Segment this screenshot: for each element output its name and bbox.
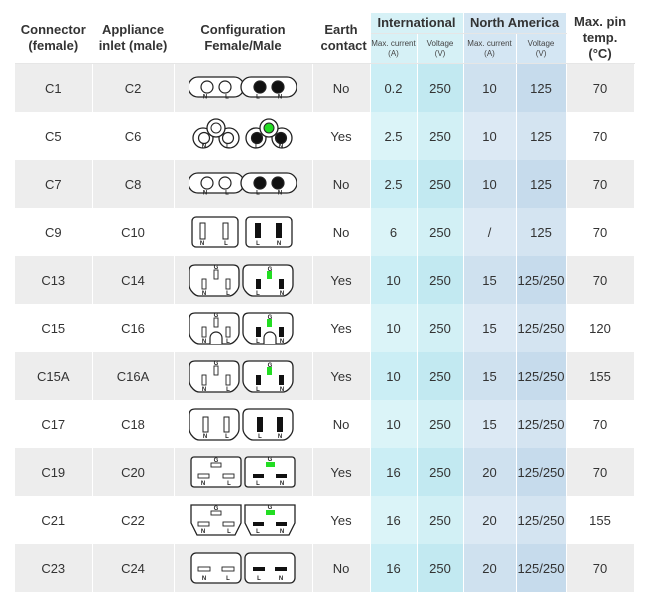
svg-text:N: N bbox=[201, 387, 207, 393]
configuration-diagram bbox=[174, 448, 312, 496]
intl-current-cell: 10 bbox=[370, 304, 417, 352]
max-temp-cell: 70 bbox=[566, 544, 634, 592]
inlet-cell: C16 bbox=[92, 304, 174, 352]
intl-current-cell: 16 bbox=[370, 448, 417, 496]
svg-text:G: G bbox=[267, 315, 273, 321]
svg-text:L: L bbox=[256, 291, 260, 297]
max-temp-cell: 70 bbox=[566, 400, 634, 448]
earth-contact-cell: Yes bbox=[312, 496, 370, 544]
header-connector: Connector (female) bbox=[15, 13, 92, 64]
na-voltage-cell: 125/250 bbox=[516, 448, 566, 496]
intl-voltage-cell: 250 bbox=[417, 112, 463, 160]
intl-voltage-cell: 250 bbox=[417, 304, 463, 352]
svg-text:N: N bbox=[201, 144, 207, 150]
intl-current-cell: 10 bbox=[370, 400, 417, 448]
svg-text:G: G bbox=[213, 506, 219, 512]
intl-current-cell: 10 bbox=[370, 352, 417, 400]
svg-text:N: N bbox=[202, 190, 208, 197]
svg-text:N: N bbox=[201, 576, 207, 582]
svg-text:L: L bbox=[226, 144, 230, 150]
inlet-cell: C24 bbox=[92, 544, 174, 592]
svg-text:N: N bbox=[279, 339, 285, 345]
configuration-diagram bbox=[174, 112, 312, 160]
na-voltage-cell: 125/250 bbox=[516, 304, 566, 352]
svg-text:G: G bbox=[267, 505, 273, 511]
connector-pinout-svg bbox=[189, 118, 297, 154]
svg-text:L: L bbox=[227, 481, 231, 487]
table-row bbox=[15, 112, 634, 160]
connector-pinout-svg bbox=[189, 406, 297, 442]
connector-pinout-svg bbox=[189, 550, 297, 586]
svg-text:N: N bbox=[201, 291, 207, 297]
earth-contact-cell: Yes bbox=[312, 112, 370, 160]
svg-text:N: N bbox=[202, 94, 208, 101]
intl-current-cell: 16 bbox=[370, 496, 417, 544]
svg-text:N: N bbox=[277, 190, 283, 197]
na-current-cell: / bbox=[463, 208, 516, 256]
connector-cell: C13 bbox=[15, 256, 92, 304]
earth-contact-cell: Yes bbox=[312, 304, 370, 352]
max-temp-cell: 70 bbox=[566, 160, 634, 208]
svg-text:N: N bbox=[278, 576, 284, 582]
svg-text:N: N bbox=[201, 339, 207, 345]
intl-current-cell: 6 bbox=[370, 208, 417, 256]
table-row bbox=[15, 352, 634, 400]
connector-cell: C9 bbox=[15, 208, 92, 256]
earth-contact-cell: No bbox=[312, 64, 370, 113]
table-body bbox=[15, 64, 634, 593]
earth-contact-cell: No bbox=[312, 208, 370, 256]
svg-text:L: L bbox=[225, 434, 229, 440]
na-voltage-cell: 125/250 bbox=[516, 352, 566, 400]
svg-text:L: L bbox=[226, 291, 230, 297]
header-international: International bbox=[370, 13, 463, 34]
svg-text:N: N bbox=[279, 481, 285, 487]
inlet-cell: C20 bbox=[92, 448, 174, 496]
header-configuration: Configuration Female/Male bbox=[174, 13, 312, 64]
svg-text:N: N bbox=[200, 481, 206, 487]
svg-text:L: L bbox=[256, 241, 260, 247]
connector-cell: C5 bbox=[15, 112, 92, 160]
connector-pinout-svg bbox=[189, 166, 297, 202]
na-voltage-cell: 125 bbox=[516, 64, 566, 113]
svg-text:L: L bbox=[256, 190, 260, 197]
connector-cell: C23 bbox=[15, 544, 92, 592]
header-appliance-inlet: Appliance inlet (male) bbox=[92, 13, 174, 64]
connector-pinout-svg bbox=[189, 262, 297, 298]
na-current-cell: 10 bbox=[463, 160, 516, 208]
header-north-america: North America bbox=[463, 13, 566, 34]
header-max-pin-temp: Max. pin temp. (°C) bbox=[566, 13, 634, 64]
svg-text:L: L bbox=[256, 339, 260, 345]
svg-text:G: G bbox=[213, 458, 219, 464]
inlet-cell: C6 bbox=[92, 112, 174, 160]
configuration-diagram bbox=[174, 400, 312, 448]
table-row bbox=[15, 400, 634, 448]
earth-contact-cell: Yes bbox=[312, 352, 370, 400]
max-temp-cell: 70 bbox=[566, 112, 634, 160]
na-voltage-cell: 125/250 bbox=[516, 544, 566, 592]
configuration-diagram bbox=[174, 352, 312, 400]
svg-text:N: N bbox=[277, 434, 283, 440]
na-voltage-cell: 125/250 bbox=[516, 496, 566, 544]
na-current-cell: 20 bbox=[463, 544, 516, 592]
intl-voltage-cell: 250 bbox=[417, 400, 463, 448]
configuration-diagram bbox=[174, 496, 312, 544]
intl-current-cell: 2.5 bbox=[370, 160, 417, 208]
configuration-diagram bbox=[174, 208, 312, 256]
connector-pinout-svg bbox=[189, 502, 297, 538]
svg-text:G: G bbox=[267, 457, 273, 463]
connector-pinout-svg bbox=[189, 454, 297, 490]
configuration-diagram bbox=[174, 304, 312, 352]
svg-text:G: G bbox=[213, 361, 219, 367]
iec-connector-table bbox=[15, 13, 635, 592]
table-row bbox=[15, 304, 634, 352]
svg-text:N: N bbox=[199, 241, 205, 247]
svg-text:L: L bbox=[256, 481, 260, 487]
header-earth-contact: Earth contact bbox=[312, 13, 370, 64]
table-row bbox=[15, 544, 634, 592]
connector-cell: C19 bbox=[15, 448, 92, 496]
connector-pinout-svg bbox=[189, 214, 297, 250]
inlet-cell: C16A bbox=[92, 352, 174, 400]
na-voltage-cell: 125 bbox=[516, 112, 566, 160]
intl-current-cell: 16 bbox=[370, 544, 417, 592]
intl-current-cell: 10 bbox=[370, 256, 417, 304]
svg-text:N: N bbox=[202, 434, 208, 440]
svg-text:L: L bbox=[255, 144, 259, 150]
intl-voltage-cell: 250 bbox=[417, 256, 463, 304]
earth-contact-cell: No bbox=[312, 160, 370, 208]
table-row bbox=[15, 448, 634, 496]
connector-cell: C1 bbox=[15, 64, 92, 113]
na-current-cell: 15 bbox=[463, 304, 516, 352]
na-voltage-cell: 125/250 bbox=[516, 400, 566, 448]
svg-text:L: L bbox=[256, 387, 260, 393]
header-na-voltage: Voltage (V) bbox=[516, 34, 566, 64]
svg-text:N: N bbox=[279, 291, 285, 297]
connector-cell: C7 bbox=[15, 160, 92, 208]
svg-text:G: G bbox=[267, 267, 273, 273]
intl-voltage-cell: 250 bbox=[417, 160, 463, 208]
earth-contact-cell: No bbox=[312, 544, 370, 592]
configuration-diagram bbox=[174, 160, 312, 208]
max-temp-cell: 70 bbox=[566, 256, 634, 304]
intl-voltage-cell: 250 bbox=[417, 544, 463, 592]
intl-voltage-cell: 250 bbox=[417, 352, 463, 400]
svg-text:L: L bbox=[258, 434, 262, 440]
inlet-cell: C10 bbox=[92, 208, 174, 256]
max-temp-cell: 155 bbox=[566, 496, 634, 544]
earth-contact-cell: No bbox=[312, 400, 370, 448]
max-temp-cell: 70 bbox=[566, 448, 634, 496]
na-voltage-cell: 125/250 bbox=[516, 256, 566, 304]
intl-voltage-cell: 250 bbox=[417, 448, 463, 496]
table-row bbox=[15, 64, 634, 113]
na-current-cell: 20 bbox=[463, 448, 516, 496]
intl-voltage-cell: 250 bbox=[417, 64, 463, 113]
connector-cell: C15A bbox=[15, 352, 92, 400]
earth-contact-cell: Yes bbox=[312, 256, 370, 304]
table-row bbox=[15, 160, 634, 208]
svg-text:L: L bbox=[225, 94, 229, 101]
inlet-cell: C22 bbox=[92, 496, 174, 544]
connector-pinout-svg bbox=[189, 310, 297, 346]
na-current-cell: 15 bbox=[463, 352, 516, 400]
configuration-diagram bbox=[174, 64, 312, 113]
table-row bbox=[15, 208, 634, 256]
svg-text:N: N bbox=[277, 94, 283, 101]
svg-text:L: L bbox=[257, 576, 261, 582]
intl-voltage-cell: 250 bbox=[417, 208, 463, 256]
svg-text:N: N bbox=[276, 241, 282, 247]
max-temp-cell: 155 bbox=[566, 352, 634, 400]
inlet-cell: C8 bbox=[92, 160, 174, 208]
connector-table-container bbox=[15, 13, 634, 592]
svg-text:N: N bbox=[200, 529, 206, 535]
inlet-cell: C14 bbox=[92, 256, 174, 304]
max-temp-cell: 70 bbox=[566, 208, 634, 256]
connector-pinout-svg bbox=[189, 358, 297, 394]
configuration-diagram bbox=[174, 256, 312, 304]
na-current-cell: 15 bbox=[463, 400, 516, 448]
earth-contact-cell: Yes bbox=[312, 448, 370, 496]
intl-current-cell: 2.5 bbox=[370, 112, 417, 160]
connector-cell: C21 bbox=[15, 496, 92, 544]
intl-voltage-cell: 250 bbox=[417, 496, 463, 544]
connector-pinout-svg bbox=[189, 70, 297, 106]
svg-text:L: L bbox=[226, 339, 230, 345]
svg-text:L: L bbox=[256, 94, 260, 101]
svg-text:L: L bbox=[224, 241, 228, 247]
svg-text:L: L bbox=[226, 576, 230, 582]
svg-text:N: N bbox=[279, 529, 285, 535]
inlet-cell: C2 bbox=[92, 64, 174, 113]
na-current-cell: 10 bbox=[463, 112, 516, 160]
intl-current-cell: 0.2 bbox=[370, 64, 417, 113]
table-row bbox=[15, 256, 634, 304]
na-current-cell: 15 bbox=[463, 256, 516, 304]
svg-text:G: G bbox=[213, 313, 219, 319]
header-intl-voltage: Voltage (V) bbox=[417, 34, 463, 64]
svg-text:L: L bbox=[256, 529, 260, 535]
svg-text:N: N bbox=[279, 387, 285, 393]
header-intl-current: Max. current (A) bbox=[370, 34, 417, 64]
svg-text:L: L bbox=[226, 387, 230, 393]
svg-text:G: G bbox=[213, 265, 219, 271]
na-current-cell: 20 bbox=[463, 496, 516, 544]
header-na-current: Max. current (A) bbox=[463, 34, 516, 64]
na-voltage-cell: 125 bbox=[516, 160, 566, 208]
svg-text:L: L bbox=[225, 190, 229, 197]
connector-cell: C17 bbox=[15, 400, 92, 448]
na-voltage-cell: 125 bbox=[516, 208, 566, 256]
table-row bbox=[15, 496, 634, 544]
max-temp-cell: 120 bbox=[566, 304, 634, 352]
svg-text:L: L bbox=[227, 529, 231, 535]
svg-text:N: N bbox=[278, 144, 284, 150]
na-current-cell: 10 bbox=[463, 64, 516, 113]
connector-cell: C15 bbox=[15, 304, 92, 352]
max-temp-cell: 70 bbox=[566, 64, 634, 113]
inlet-cell: C18 bbox=[92, 400, 174, 448]
svg-text:G: G bbox=[267, 363, 273, 369]
configuration-diagram bbox=[174, 544, 312, 592]
